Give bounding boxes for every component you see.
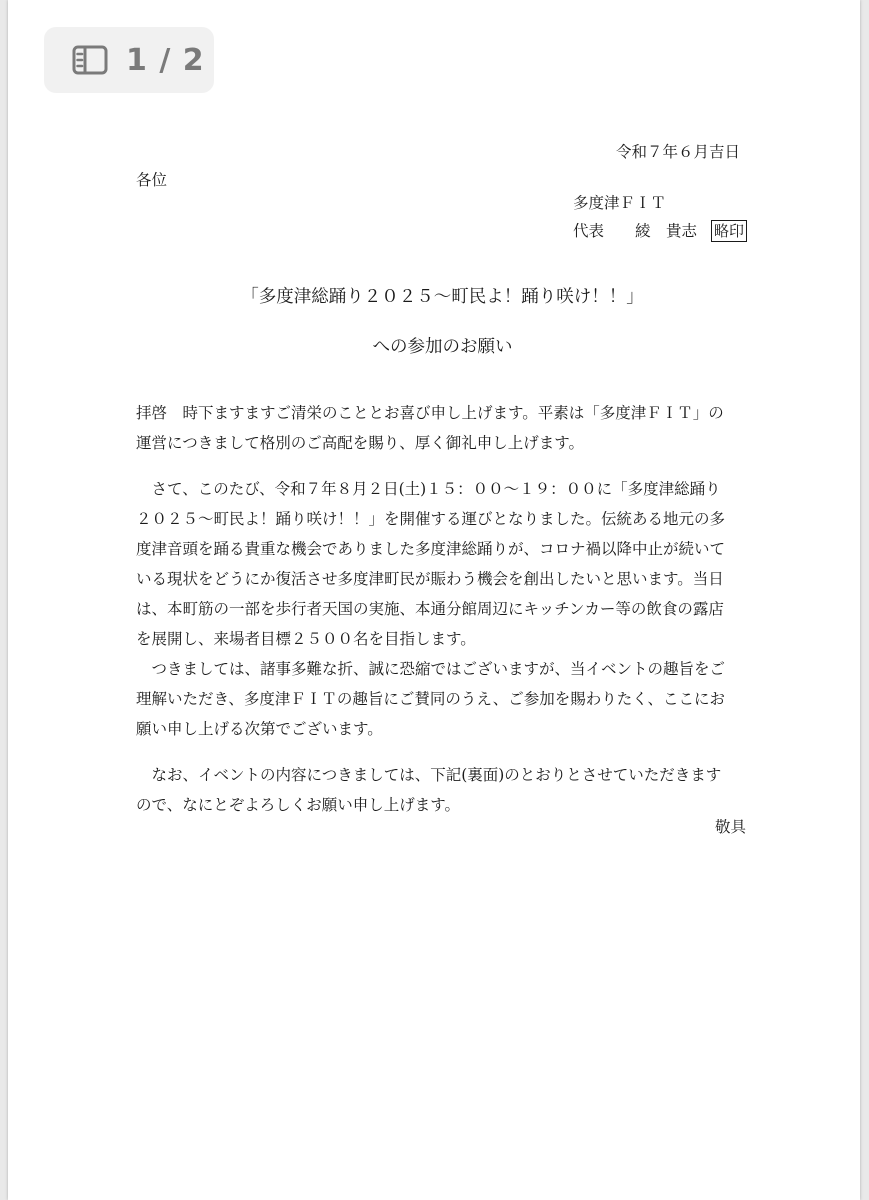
paragraph-line: は、本町筋の一部を歩行者天国の実施、本通分館周辺にキッチンカー等の飲食の露店 <box>136 600 724 618</box>
sender-representative <box>573 216 747 246</box>
document-page[interactable] <box>8 0 860 1200</box>
paragraph-line: さて、このたび、令和７年８月２日(土)１５：００～１９：００に「多度津総踊り <box>136 480 721 498</box>
letter-date: 令和７年６月吉日 <box>616 143 741 161</box>
paragraph-line: 度津音頭を踊る貴重な機会でありました多度津総踊りが、コロナ禍以降中止が続いて <box>136 540 726 558</box>
paragraph-note <box>136 760 750 820</box>
paragraph-line: いる現状をどうにか復活させ多度津町民が賑わう機会を創出したいと思います。当日 <box>136 570 724 588</box>
paragraph-line: 理解いただき、多度津ＦＩＴの趣旨にご賛同のうえ、ご参加を賜わりたく、ここにお <box>136 690 726 708</box>
letter-title: 「多度津総踊り２０２５～町民よ！踊り咲け！！」 <box>241 287 644 307</box>
sender-organization: 多度津ＦＩＴ <box>573 194 667 212</box>
paragraph-line: ２０２５～町民よ！踊り咲け！！」を開催する運びとなりました。伝統ある地元の多 <box>136 510 726 528</box>
representative-role: 代表 <box>573 222 605 240</box>
paragraph-line: ので、なにとぞよろしくお願い申し上げます。 <box>136 796 460 814</box>
paragraph-line: つきましては、諸事多難な折、誠に恐縮ではございますが、当イベントの趣旨をご <box>136 660 726 678</box>
paragraph-request <box>136 654 750 744</box>
letter-addressee: 各位 <box>136 171 168 189</box>
sidebar-icon <box>72 45 108 75</box>
letter-subtitle: への参加のお願い <box>372 337 513 357</box>
letter-closing: 敬具 <box>715 818 747 836</box>
paragraph-event-details <box>136 474 750 654</box>
page-counter: 1 / 2 <box>126 42 205 78</box>
page-indicator-button[interactable] <box>44 27 214 93</box>
seal-stamp: 略印 <box>711 220 747 242</box>
paragraph-greeting <box>136 398 750 458</box>
paragraph-line: 運営につきまして格別のご高配を賜り、厚く御礼申し上げます。 <box>136 434 584 452</box>
paragraph-line: 願い申し上げる次第でございます。 <box>136 720 383 738</box>
paragraph-line: を展開し、来場者目標２５００名を目指します。 <box>136 630 476 648</box>
paragraph-line: なお、イベントの内容につきましては、下記(裏面)のとおりとさせていただきます <box>136 766 722 784</box>
paragraph-line: 拝啓 時下ますますご清栄のこととお喜び申し上げます。平素は「多度津ＦＩＴ」の <box>136 404 724 422</box>
representative-name: 綾 貴志 <box>635 222 698 240</box>
